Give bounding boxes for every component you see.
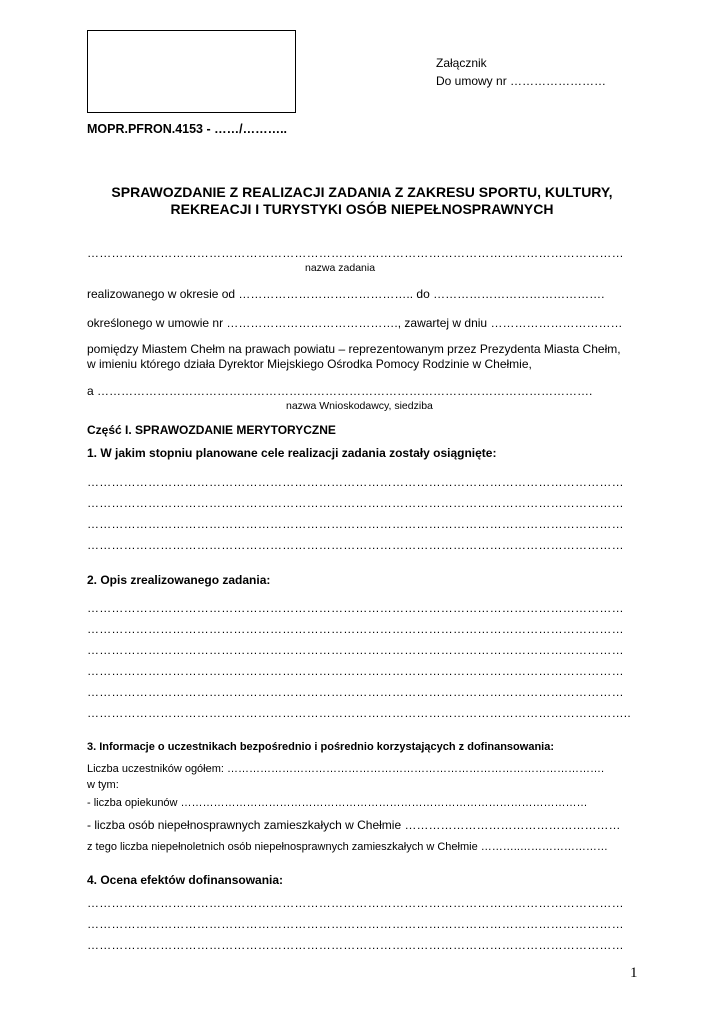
answer-1-line[interactable]: …………………………………………………………………………………………………………………… — [87, 538, 624, 552]
title-line-1: SPRAWOZDANIE Z REALIZACJI ZADANIA Z ZAKRESU SPORTU, KULTURY, — [111, 184, 613, 200]
answer-2-line[interactable]: …………………………………………………………………………………………………………………… — [87, 685, 624, 699]
page-number: 1 — [630, 965, 638, 981]
period-field[interactable]: realizowanego w okresie od …………………………………….. do ……………………………………. — [87, 287, 605, 301]
answer-4-line[interactable]: …………………………………………………………………………………………………………………… — [87, 896, 624, 910]
including-label: w tym: — [87, 779, 119, 791]
participants-total-field[interactable]: Liczba uczestników ogółem: …………………………………………………………………………………………. — [87, 763, 605, 775]
annex-block — [436, 54, 606, 90]
answer-4-line[interactable]: …………………………………………………………………………………………………………………… — [87, 917, 624, 931]
question-4: 4. Ocena efektów dofinansowania: — [87, 873, 284, 887]
answer-2-line[interactable]: …………………………………………………………………………………………………………………… — [87, 643, 624, 657]
stamp-box — [87, 30, 296, 113]
agreement-label: Do umowy nr …………………… — [436, 74, 607, 88]
answer-1-line[interactable]: …………………………………………………………………………………………………………………… — [87, 496, 624, 510]
answer-1-line[interactable]: …………………………………………………………………………………………………………………… — [87, 475, 624, 489]
part1-heading: Część I. SPRAWOZDANIE MERYTORYCZNE — [87, 423, 336, 437]
guardians-field[interactable]: - liczba opiekunów ………………………………………………………………………………………………… — [87, 797, 588, 809]
title-line-2: REKREACJI I TURYSTYKI OSÓB NIEPEŁNOSPRAWNYCH — [170, 201, 554, 217]
document-title — [0, 184, 724, 218]
annex-label: Załącznik — [436, 56, 487, 70]
answer-2-line[interactable]: …………………………………………………………………………………………………………………… — [87, 622, 624, 636]
contract-field[interactable]: określonego w umowie nr ……………………………………., zawartej w dniu …………………………… — [87, 316, 623, 330]
applicant-caption: nazwa Wnioskodawcy, siedziba — [286, 400, 433, 412]
answer-4-line[interactable]: …………………………………………………………………………………………………………………… — [87, 938, 624, 952]
parties-line-2: w imieniu którego działa Dyrektor Miejskiego Ośrodka Pomocy Rodzinie w Chełmie, — [87, 357, 532, 371]
question-2: 2. Opis zrealizowanego zadania: — [87, 573, 271, 587]
question-3: 3. Informacje o uczestnikach bezpośrednio i pośrednio korzystających z dofinansowania: — [87, 741, 555, 753]
reference-number: MOPR.PFRON.4153 - ……/……….. — [87, 122, 288, 136]
minors-field[interactable]: z tego liczba niepełnoletnich osób niepełnosprawnych zamieszkałych w Chełmie ………..…………………… — [87, 841, 608, 853]
parties-line-1: pomiędzy Miastem Chełm na prawach powiatu – reprezentowanym przez Prezydenta Miasta Chełm, — [87, 342, 621, 356]
parties-text — [87, 342, 621, 372]
task-name-caption: nazwa zadania — [305, 262, 376, 274]
answer-2-line[interactable]: …………………………………………………………………………………………………………………… — [87, 664, 624, 678]
applicant-field[interactable]: a ……………………………………………………………………………………………………………. — [87, 384, 593, 398]
question-1: 1. W jakim stopniu planowane cele realizacji zadania zostały osiągnięte: — [87, 446, 497, 460]
answer-1-line[interactable]: …………………………………………………………………………………………………………………… — [87, 517, 624, 531]
task-name-field[interactable]: …………………………………………………………………………………………………………………… — [87, 246, 624, 260]
disabled-residents-field[interactable]: - liczba osób niepełnosprawnych zamieszkałych w Chełmie ……………………………………………… — [87, 818, 621, 832]
answer-2-line[interactable]: …………………………………………………………………………………………………………………… — [87, 601, 624, 615]
answer-2-line[interactable]: …………………………………………………………………………………………………………………….. — [87, 706, 631, 720]
